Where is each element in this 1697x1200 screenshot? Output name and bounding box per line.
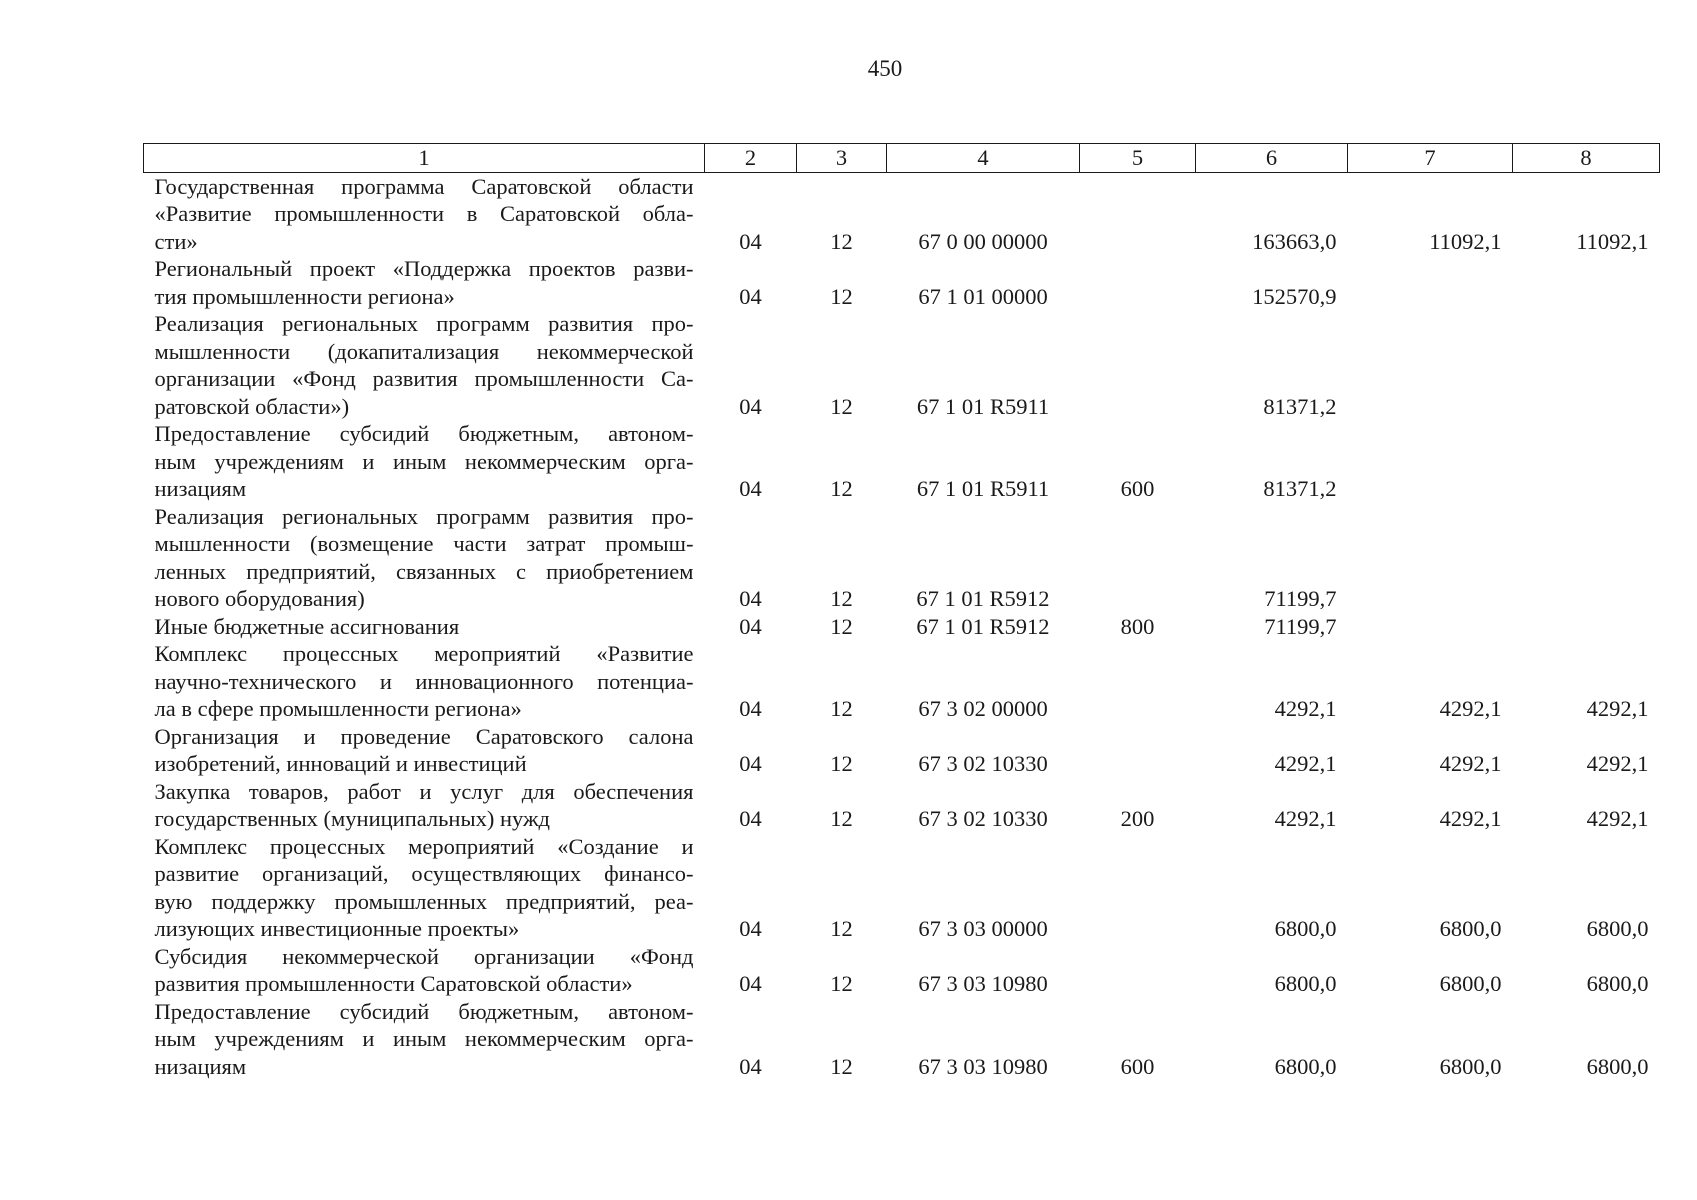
- amount-col7-cell: 4292,1: [1439, 806, 1502, 831]
- amount-col7-cell: [1348, 503, 1513, 613]
- table-row: [144, 833, 1660, 943]
- row-name-line: ла в сфере промышленности региона»: [154, 696, 522, 721]
- amount-col8-cell: [1513, 503, 1660, 613]
- amount-col8-cell: 6800,0: [1586, 971, 1649, 996]
- target-article-cell: 67 3 02 10330: [918, 806, 1048, 831]
- section-code-cell: 04: [739, 476, 762, 501]
- table-row: [144, 310, 1660, 420]
- table-row: [144, 778, 1660, 833]
- row-name-line: Реализация региональных программ развития про-: [154, 503, 694, 529]
- row-name-line: ратовской области»): [154, 393, 350, 419]
- row-name-line: лизующих инвестиционные проекты»: [154, 916, 520, 941]
- row-name-line: ным учреждениям и иным некоммерческим орга-: [154, 1026, 694, 1051]
- amount-col8-cell: 4292,1: [1586, 751, 1649, 776]
- header-cell-8: 8: [1513, 144, 1660, 173]
- amount-col6-cell: 6800,0: [1274, 1053, 1337, 1079]
- expense-type-cell: [1080, 172, 1196, 255]
- row-name-cell: [144, 640, 705, 723]
- amount-col8-cell: [1513, 255, 1660, 310]
- amount-col6-cell: 6800,0: [1274, 971, 1337, 996]
- amount-col6-cell: 152570,9: [1252, 283, 1337, 309]
- section-code-cell: 04: [739, 586, 762, 611]
- section-code-cell: 04: [739, 613, 762, 639]
- row-name-line: низациям: [154, 1053, 247, 1079]
- header-cell-3: 3: [797, 144, 887, 173]
- amount-col8-cell: 11092,1: [1576, 228, 1649, 254]
- expense-type-cell: 600: [1120, 1053, 1155, 1079]
- row-name-line: мышленности (возмещение части затрат промыш-: [154, 531, 694, 556]
- amount-col6-cell: 4292,1: [1274, 806, 1337, 831]
- row-name-line: низациям: [154, 476, 247, 501]
- row-name-line: Закупка товаров, работ и услуг для обеспечения: [154, 778, 694, 804]
- amount-col6-cell: 4292,1: [1274, 696, 1337, 721]
- row-name-line: изобретений, инноваций и инвестиций: [154, 751, 527, 776]
- row-name-cell: [144, 503, 705, 613]
- amount-col7-cell: 11092,1: [1429, 228, 1502, 254]
- expense-type-cell: [1080, 310, 1196, 420]
- section-code-cell: 04: [739, 751, 762, 776]
- target-article-cell: 67 1 01 R5912: [916, 586, 1050, 611]
- row-name-cell: [144, 255, 705, 310]
- row-name-line: Предоставление субсидий бюджетным, автоном-: [154, 421, 694, 446]
- expense-type-cell: [1080, 640, 1196, 723]
- page-number: 450: [867, 56, 903, 81]
- row-name-line: сти»: [154, 228, 198, 254]
- amount-col7-cell: 6800,0: [1439, 1053, 1502, 1079]
- amount-col8-cell: 6800,0: [1586, 1053, 1649, 1079]
- amount-col6-cell: 71199,7: [1264, 586, 1337, 611]
- row-name-line: Комплекс процессных мероприятий «Создание и: [154, 833, 694, 859]
- row-name-line: Государственная программа Саратовской области: [154, 173, 694, 199]
- row-name-line: вую поддержку промышленных предприятий, реа-: [154, 888, 694, 914]
- target-article-cell: 67 1 01 00000: [918, 283, 1048, 309]
- subsection-code-cell: 12: [830, 806, 853, 831]
- row-name-line: Предоставление субсидий бюджетным, автоном-: [154, 998, 694, 1024]
- target-article-cell: 67 3 03 10980: [918, 1053, 1048, 1079]
- subsection-code-cell: 12: [830, 476, 853, 501]
- target-article-cell: 67 3 02 00000: [918, 696, 1048, 721]
- amount-col6-cell: 6800,0: [1274, 916, 1337, 941]
- section-code-cell: 04: [739, 283, 762, 309]
- header-cell-1: 1: [144, 144, 705, 173]
- amount-col7-cell: [1348, 420, 1513, 503]
- amount-col8-cell: [1513, 310, 1660, 420]
- table-body: [144, 172, 1660, 1080]
- table-row: [144, 998, 1660, 1081]
- amount-col6-cell: 81371,2: [1263, 476, 1337, 501]
- row-name-cell: [144, 833, 705, 943]
- row-name-line: государственных (муниципальных) нужд: [154, 806, 550, 831]
- amount-col7-cell: [1348, 310, 1513, 420]
- subsection-code-cell: 12: [830, 1053, 853, 1079]
- expense-type-cell: [1080, 943, 1196, 998]
- subsection-code-cell: 12: [830, 751, 853, 776]
- row-name-line: Региональный проект «Поддержка проектов разви-: [154, 256, 694, 281]
- header-cell-5: 5: [1080, 144, 1196, 173]
- amount-col7-cell: [1348, 613, 1513, 641]
- amount-col8-cell: [1513, 613, 1660, 641]
- expense-type-cell: [1080, 833, 1196, 943]
- subsection-code-cell: 12: [830, 971, 853, 996]
- target-article-cell: 67 1 01 R5912: [916, 613, 1050, 639]
- amount-col7-cell: 4292,1: [1439, 751, 1502, 776]
- table-row: [144, 420, 1660, 503]
- amount-col6-cell: 81371,2: [1263, 393, 1337, 419]
- row-name-cell: [144, 723, 705, 778]
- row-name-line: «Развитие промышленности в Саратовской обла-: [154, 201, 694, 226]
- target-article-cell: 67 3 03 00000: [918, 916, 1048, 941]
- subsection-code-cell: 12: [830, 696, 853, 721]
- header-cell-7: 7: [1348, 144, 1513, 173]
- row-name-line: развитие организаций, осуществляющих финансо-: [154, 861, 694, 886]
- row-name-cell: [144, 998, 705, 1081]
- budget-table: [143, 143, 1660, 1080]
- expense-type-cell: [1080, 503, 1196, 613]
- table-row: [144, 503, 1660, 613]
- row-name-line: Иные бюджетные ассигнования: [154, 613, 460, 639]
- row-name-line: ленных предприятий, связанных с приобретением: [154, 558, 694, 584]
- section-code-cell: 04: [739, 696, 762, 721]
- row-name-cell: [144, 310, 705, 420]
- section-code-cell: 04: [739, 806, 762, 831]
- row-name-line: Организация и проведение Саратовского салона: [154, 723, 694, 749]
- row-name-line: мышленности (докапитализация некоммерческой: [154, 338, 694, 364]
- row-name-line: Комплекс процессных мероприятий «Развитие: [154, 641, 694, 666]
- amount-col7-cell: 6800,0: [1439, 916, 1502, 941]
- subsection-code-cell: 12: [830, 228, 853, 254]
- expense-type-cell: 200: [1120, 806, 1155, 831]
- row-name-cell: [144, 778, 705, 833]
- amount-col8-cell: 4292,1: [1586, 696, 1649, 721]
- table-row: [144, 172, 1660, 255]
- section-code-cell: 04: [739, 916, 762, 941]
- target-article-cell: 67 3 03 10980: [918, 971, 1048, 996]
- expense-type-cell: 800: [1120, 613, 1155, 639]
- amount-col8-cell: [1513, 420, 1660, 503]
- subsection-code-cell: 12: [830, 586, 853, 611]
- row-name-cell: [144, 613, 705, 641]
- table-row: [144, 613, 1660, 641]
- row-name-line: Субсидия некоммерческой организации «Фонд: [154, 943, 694, 969]
- table-row: [144, 943, 1660, 998]
- expense-type-cell: 600: [1120, 476, 1155, 501]
- row-name-cell: [144, 172, 705, 255]
- amount-col7-cell: 6800,0: [1439, 971, 1502, 996]
- header-cell-6: 6: [1196, 144, 1348, 173]
- subsection-code-cell: 12: [830, 393, 853, 419]
- row-name-line: научно-технического и инновационного потенциа-: [154, 668, 694, 694]
- amount-col7-cell: 4292,1: [1439, 696, 1502, 721]
- section-code-cell: 04: [739, 971, 762, 996]
- amount-col7-cell: [1348, 255, 1513, 310]
- table-row: [144, 723, 1660, 778]
- row-name-line: организации «Фонд развития промышленности Са-: [154, 366, 694, 391]
- target-article-cell: 67 1 01 R5911: [916, 476, 1050, 501]
- header-cell-4: 4: [887, 144, 1080, 173]
- section-code-cell: 04: [739, 228, 762, 254]
- header-row: [144, 144, 1660, 173]
- row-name-line: ным учреждениям и иным некоммерческим орга-: [154, 448, 694, 474]
- row-name-line: тия промышленности региона»: [154, 283, 455, 309]
- amount-col8-cell: 4292,1: [1586, 806, 1649, 831]
- amount-col6-cell: 71199,7: [1264, 613, 1337, 639]
- section-code-cell: 04: [739, 393, 762, 419]
- expense-type-cell: [1080, 723, 1196, 778]
- row-name-line: нового оборудования): [154, 586, 365, 611]
- row-name-line: Реализация региональных программ развития про-: [154, 311, 694, 336]
- amount-col8-cell: 6800,0: [1586, 916, 1649, 941]
- subsection-code-cell: 12: [830, 613, 853, 639]
- amount-col6-cell: 163663,0: [1252, 228, 1337, 254]
- target-article-cell: 67 0 00 00000: [918, 228, 1048, 254]
- amount-col6-cell: 4292,1: [1274, 751, 1337, 776]
- table-row: [144, 640, 1660, 723]
- target-article-cell: 67 1 01 R5911: [916, 393, 1050, 419]
- subsection-code-cell: 12: [830, 916, 853, 941]
- expense-type-cell: [1080, 255, 1196, 310]
- table-row: [144, 255, 1660, 310]
- row-name-cell: [144, 420, 705, 503]
- section-code-cell: 04: [739, 1053, 762, 1079]
- subsection-code-cell: 12: [830, 283, 853, 309]
- header-cell-2: 2: [705, 144, 797, 173]
- row-name-line: развития промышленности Саратовской области»: [154, 971, 633, 996]
- row-name-cell: [144, 943, 705, 998]
- target-article-cell: 67 3 02 10330: [918, 751, 1048, 776]
